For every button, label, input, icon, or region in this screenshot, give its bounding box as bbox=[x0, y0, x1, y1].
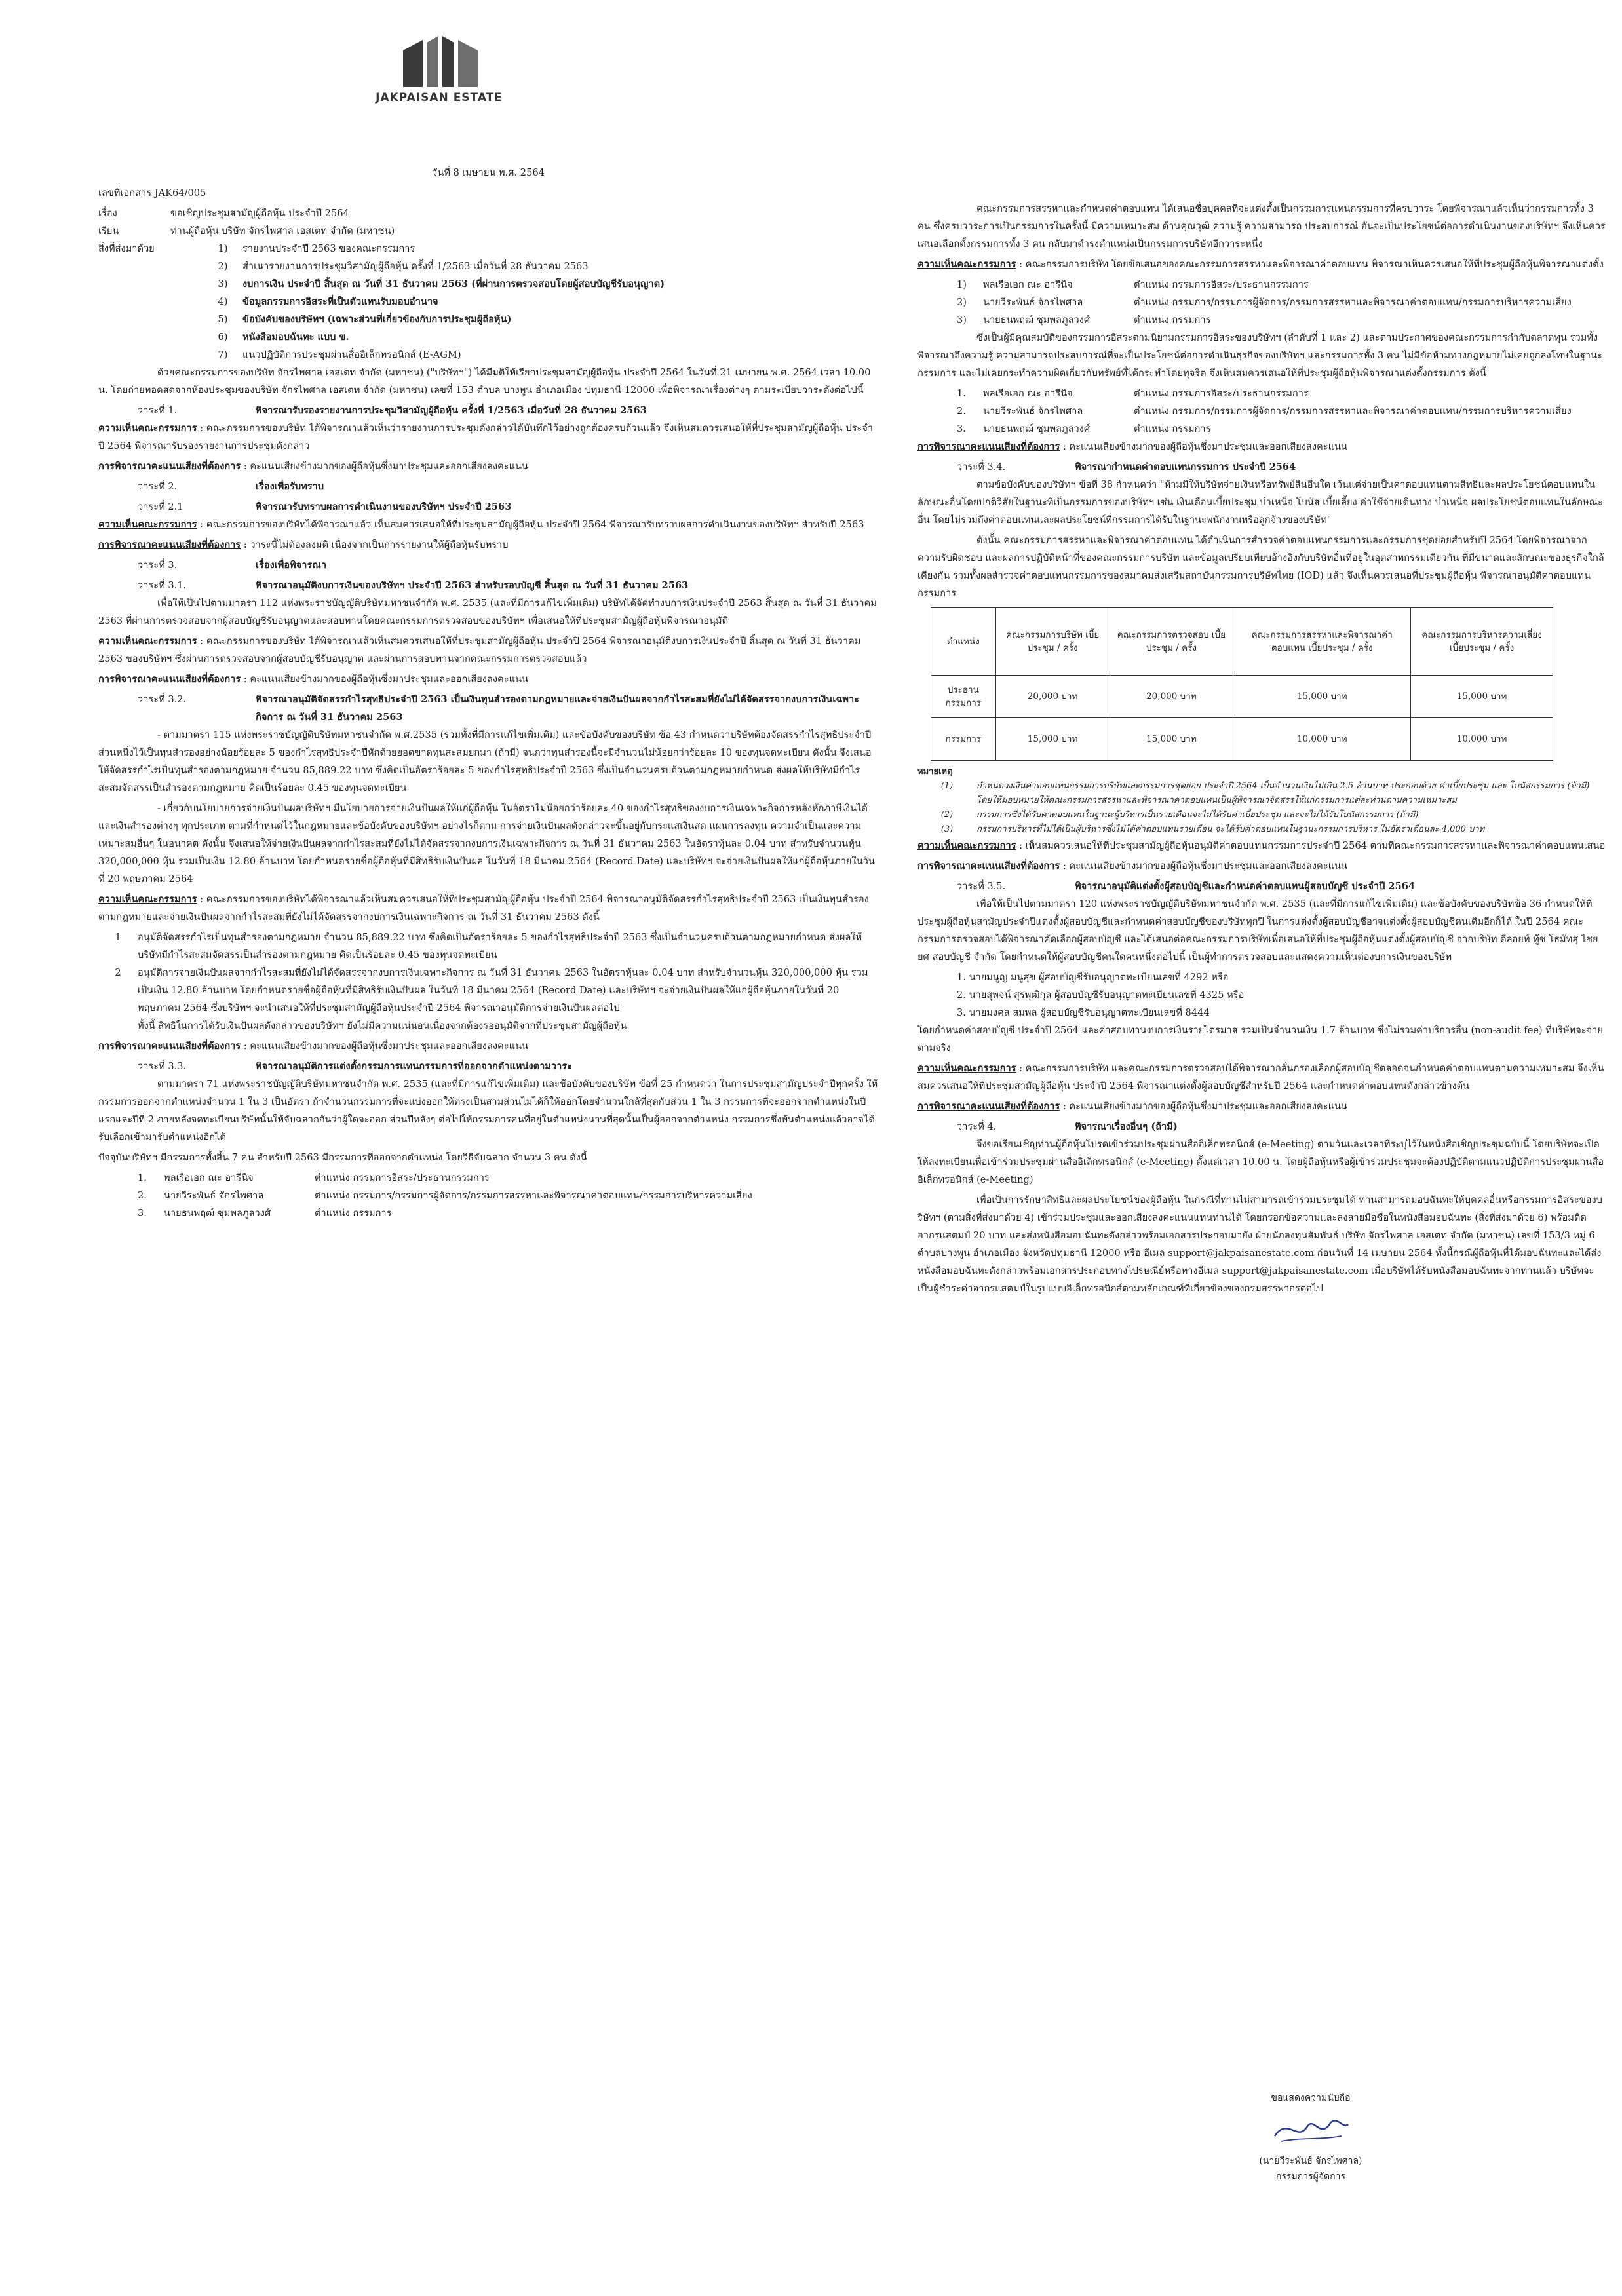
agenda-label: วาระที่ 3.1. bbox=[138, 580, 187, 591]
vote-label: การพิจารณาคะแนนเสียงที่ต้องการ bbox=[98, 674, 241, 685]
table-cell: 10,000 บาท bbox=[1233, 718, 1411, 761]
vote-text: : คะแนนเสียงข้างมากของผู้ถือหุ้นซึ่งมาประชุมและออกเสียงลงคะแนน bbox=[1062, 860, 1347, 871]
agenda-label: วาระที่ 1. bbox=[138, 405, 178, 416]
opinion-text: : คณะกรรมการของบริษัทได้พิจารณาแล้วเห็นสมควรเสนอให้ที่ประชุมสามัญผู้ถือหุ้น ประจำปี 2564 พิจารณาอนุมัติจัดสรรกำไรสุทธิประจำปี 2563 เป็นเงินทุนสำรองตามกฎหมายและจ่ายเงินปันผลจากกำไรสะสมที่ยังไม่ได้จัดสรรจากงบการเงินเฉพาะกิจการ ณ วันที่ 31 ธันวาคม 2563 ดังนี้ bbox=[98, 894, 869, 923]
agenda-2-heading bbox=[98, 478, 878, 495]
table-cell: 15,000 บาท bbox=[1411, 676, 1553, 718]
list-item: 1. พลเรือเอก ณะ อารีนิจ ตำแหน่ง กรรมการอิสระ/ประธานกรรมการ bbox=[957, 388, 1309, 399]
table-header: คณะกรรมการบริษัท เบี้ยประชุม / ครั้ง bbox=[995, 608, 1110, 676]
vote-text: : คะแนนเสียงข้างมากของผู้ถือหุ้นซึ่งมาประชุมและออกเสียงลงคะแนน bbox=[243, 461, 528, 472]
opinion-label: ความเห็นคณะกรรมการ bbox=[98, 894, 197, 905]
agenda-3-3-heading bbox=[98, 1058, 878, 1075]
to-row bbox=[98, 222, 878, 240]
enclosure-row bbox=[98, 328, 878, 346]
nomination-opinion bbox=[917, 256, 1606, 273]
list-item: 2. นายสุพจน์ สุรพุฒิกุล ผู้สอบบัญชีรับอนุญาตทะเบียนเลขที่ 4325 หรือ bbox=[957, 989, 1245, 1001]
list-item: (3) กรรมการบริหารที่ไม่ได้เป็นผู้บริหารซึ่งไม่ได้ค่าตอบแทนรายเดือน จะได้รับค่าตอบแทนในฐานะกรรมการบริหาร ในอัตราเดือนละ 4,000 บาท bbox=[940, 824, 1485, 834]
list-item: 1 อนุมัติจัดสรรกำไรเป็นทุนสำรองตามกฎหมาย จำนวน 85,889.22 บาท ซึ่งคิดเป็นอัตราร้อยละ 5 ของกำไรสุทธิประจำปี 2563 ซึ่งเป็นจำนวนครบถ้วนตามกฎหมายกำหนด ส่งผลให้บริษัทมีกำไรสะสมจัดสรรเป็นสำรองตามกฎหมาย คิดเป็นร้อยละ 0.45 ของทุนจดทะเบียน bbox=[115, 932, 862, 961]
agenda-1-vote bbox=[98, 457, 878, 475]
signatory-title: กรรมการผู้จัดการ bbox=[1276, 2172, 1345, 2182]
table-cell: 15,000 บาท bbox=[995, 718, 1110, 761]
agenda-title: พิจารณาอนุมัติจัดสรรกำไรสุทธิประจำปี 2563 เป็นเงินทุนสำรองตามกฎหมายและจ่ายเงินปันผลจากกำไรสะสมที่ยังไม่ได้จัดสรรจากงบการเงินเฉพาะกิจการ ณ วันที่ 31 ธันวาคม 2563 bbox=[256, 694, 859, 723]
list-item: 1) พลเรือเอก ณะ อารีนิจ ตำแหน่ง กรรมการอิสระ/ประธานกรรมการ bbox=[957, 279, 1309, 290]
left-column bbox=[98, 164, 878, 1222]
enclosure-row bbox=[98, 240, 878, 258]
enclosure-text: รายงานประจำปี 2563 ของคณะกรรมการ bbox=[242, 243, 415, 254]
agenda-label: วาระที่ 3.2. bbox=[138, 694, 187, 705]
list-item: (1) กำหนดวงเงินค่าตอบแทนกรรมการบริษัทและกรรมการชุดย่อย ประจำปี 2564 เป็นจำนวนเงินไม่เกิน 2.5 ล้านบาท ประกอบด้วย ค่าเบี้ยประชุม และ โบนัสกรรมการ (ถ้ามี) โดยให้มอบหมายให้คณะกรรมการสรรหาและพิจารณาค่าตอบแทนเป็นผู้พิจารณาจัดสรรให้แก่กรรมการแต่ละท่านตามความเหมาะสม bbox=[940, 781, 1590, 805]
opinion-text: : คณะกรรมการบริษัท และคณะกรรมการตรวจสอบได้พิจารณากลั่นกรองเลือกผู้สอบบัญชีตลอดจนกำหนดค่าตอบแทนตามความเหมาะสม จึงเห็นสมควรเสนอให้ที่ประชุมสามัญผู้ถือหุ้น ประจำปี 2564 พิจารณาแต่งตั้งผู้สอบบัญชีสำหรับปี 2564 และกำหนดค่าตอบแทนดังกล่าวข้างต้น bbox=[917, 1063, 1604, 1092]
agenda-label: วาระที่ 2. bbox=[138, 481, 178, 492]
agenda-3-4-heading bbox=[917, 458, 1606, 476]
enclosure-number: 5) bbox=[218, 314, 228, 325]
opinion-text: : คณะกรรมการบริษัท โดยข้อเสนอของคณะกรรมการสรรหาและพิจารณาค่าตอบแทน พิจารณาเห็นควรเสนอให้ที่ประชุมผู้ถือหุ้นพิจารณาแต่งตั้ง bbox=[1019, 259, 1604, 270]
auditor-list bbox=[957, 968, 1606, 1022]
agenda-label: วาระที่ 3.4. bbox=[957, 461, 1006, 472]
list-item: 1. นายมนูญ มนูสุข ผู้สอบบัญชีรับอนุญาตทะเบียนเลขที่ 4292 หรือ bbox=[957, 972, 1229, 983]
agenda-label: วาระที่ 4. bbox=[957, 1121, 997, 1132]
notes-label: หมายเหตุ bbox=[917, 767, 953, 776]
enclosure-row bbox=[98, 346, 878, 364]
agenda-4-heading bbox=[917, 1118, 1606, 1136]
company-logo bbox=[367, 36, 511, 104]
vote-label: การพิจารณาคะแนนเสียงที่ต้องการ bbox=[917, 860, 1060, 871]
vote-text: : คะแนนเสียงข้างมากของผู้ถือหุ้นซึ่งมาประชุมและออกเสียงลงคะแนน bbox=[243, 1041, 528, 1052]
agenda-3-5-body2: โดยกำหนดค่าสอบบัญชี ประจำปี 2564 และค่าสอบทานงบการเงินรายไตรมาส รวมเป็นจำนวนเงิน 1.7 ล้านบาท ซึ่งไม่รวมค่าบริการอื่น (non-audit fee) ที่บริษัทจะจ่ายตามจริง bbox=[917, 1025, 1603, 1054]
intro-paragraph: ด้วยคณะกรรมการของบริษัท จักรไพศาล เอสเตท จำกัด (มหาชน) ("บริษัทฯ") ได้มีมติให้เรียกประชุมสามัญผู้ถือหุ้น ประจำปี 2564 ในวันที่ 21 เมษายน พ.ศ. 2564 เวลา 10.00 น. โดยถ่ายทอดสดจากห้องประชุมของบริษัท จักรไพศาล เอสเตท จำกัด (มหาชน) เลขที่ 153 ตำบล บางพูน อำเภอเมือง ปทุมธานี 12000 เพื่อพิจารณาเรื่องต่างๆ ตามระเบียบวาระดังต่อไปนี้ bbox=[98, 367, 871, 396]
nominee-list bbox=[957, 385, 1606, 438]
agenda-3-2-opinion bbox=[98, 890, 878, 926]
enclosure-number: 4) bbox=[218, 296, 228, 307]
list-item: 3. นายมงคล สมพล ผู้สอบบัญชีรับอนุญาตทะเบียนเลขที่ 8444 bbox=[957, 1007, 1210, 1018]
agenda-3-3-body2: ปัจจุบันบริษัทฯ มีกรรมการทั้งสิ้น 7 คน สำหรับปี 2563 มีกรรมการที่ออกจากตำแหน่ง โดยวิธีจับฉลาก จำนวน 3 คน ดังนี้ bbox=[98, 1152, 587, 1163]
opinion-label: ความเห็นคณะกรรมการ bbox=[917, 1063, 1016, 1074]
table-cell: ประธานกรรมการ bbox=[931, 676, 996, 718]
agenda-2-1-heading bbox=[98, 498, 878, 516]
agenda-3-3-body: ตามมาตรา 71 แห่งพระราชบัญญัติบริษัทมหาชนจำกัด พ.ศ. 2535 (และที่มีการแก้ไขเพิ่มเติม) และข้อบังคับของบริษัท ข้อที่ 25 กำหนดว่า ในการประชุมสามัญประจำปีทุกครั้ง ให้กรรมการออกจากตำแหน่งจำนวน 1 ใน 3 เป็นอัตรา ถ้าจำนวนกรรมการที่จะแบ่งออกให้ตรงเป็นสามส่วนไม่ได้ก็ให้ออกโดยจำนวนใกล้ที่สุดกับส่วน 1 ใน 3 กรรมการที่จะออกจากตำแหน่งในปีแรกและปีที่ 2 ภายหลังจดทะเบียนบริษัทนั้นให้จับฉลากกันว่าผู้ใดจะออก ส่วนปีหลังๆ ต่อไปให้กรรมการคนที่อยู่ในตำแหน่งนานที่สุดนั้นเป็นผู้ออกจากตำแหน่ง กรรมการซึ่งพ้นตำแหน่งแล้วอาจได้รับเลือกเข้ามารับตำแหน่งอีกได้ bbox=[98, 1079, 878, 1143]
agenda-3-heading bbox=[98, 556, 878, 574]
agenda-title: พิจารณากำหนดค่าตอบแทนกรรมการ ประจำปี 2564 bbox=[1075, 461, 1296, 472]
building-logo-icon bbox=[396, 36, 482, 87]
vote-text: : วาระนี้ไม่ต้องลงมติ เนื่องจากเป็นการรายงานให้ผู้ถือหุ้นรับทราบ bbox=[243, 539, 509, 550]
agenda-1-opinion bbox=[98, 419, 878, 455]
enclosure-row bbox=[98, 293, 878, 311]
agenda-label: วาระที่ 3.5. bbox=[957, 881, 1006, 892]
list-item: 3) นายธนพฤฒ์ ชุมพลภูลวงศ์ ตำแหน่ง กรรมการ bbox=[957, 315, 1211, 326]
agenda-3-2-note: ทั้งนี้ สิทธิในการได้รับเงินปันผลดังกล่าวของบริษัทฯ ยังไม่มีความแน่นอนเนื่องจากต้องรออนุมัติจากที่ประชุมสามัญผู้ถือหุ้น bbox=[138, 1020, 627, 1031]
agenda-3-1-heading bbox=[98, 577, 878, 594]
agenda-3-1-opinion bbox=[98, 632, 878, 668]
to-label: เรียน bbox=[98, 225, 119, 237]
company-name: JAKPAISAN ESTATE bbox=[376, 91, 503, 104]
enclosure-text: งบการเงิน ประจำปี สิ้นสุด ณ วันที่ 31 ธันวาคม 2563 (ที่ผ่านการตรวจสอบโดยผู้สอบบัญชีรับอนุญาต) bbox=[242, 278, 665, 290]
vote-text: : คะแนนเสียงข้างมากของผู้ถือหุ้นซึ่งมาประชุมและออกเสียงลงคะแนน bbox=[1062, 1101, 1347, 1112]
opinion-label: ความเห็นคณะกรรมการ bbox=[98, 636, 197, 647]
vote-text: : คะแนนเสียงข้างมากของผู้ถือหุ้นซึ่งมาประชุมและออกเสียงลงคะแนน bbox=[1062, 441, 1347, 452]
table-row bbox=[931, 676, 1553, 718]
closing-paragraph: จึงขอเรียนเชิญท่านผู้ถือหุ้นโปรดเข้าร่วมประชุมผ่านสื่ออิเล็กทรอนิกส์ (e-Meeting) ตามวันและเวลาที่ระบุไว้ในหนังสือเชิญประชุมฉบับนี้ โดยบริษัทจะเปิดให้ลงทะเบียนเพื่อเข้าร่วมประชุมผ่านสื่ออิเล็กทรอนิกส์ (e-Meeting) ตั้งแต่เวลา 10.00 น. โดยผู้ถือหุ้นหรือผู้เข้าร่วมประชุมจะต้องปฏิบัติตามแนวปฏิบัติการประชุมผ่านสื่ออิเล็กทรอนิกส์ (e-Meeting) bbox=[917, 1139, 1604, 1185]
agenda-3-5-opinion bbox=[917, 1060, 1606, 1095]
enclosure-text: สำเนารายงานการประชุมวิสามัญผู้ถือหุ้น ครั้งที่ 1/2563 เมื่อวันที่ 28 ธันวาคม 2563 bbox=[242, 261, 589, 272]
vote-label: การพิจารณาคะแนนเสียงที่ต้องการ bbox=[98, 539, 241, 550]
subject-row bbox=[98, 204, 878, 222]
enclosure-text: ข้อบังคับของบริษัทฯ (เฉพาะส่วนที่เกี่ยวข้องกับการประชุมผู้ถือหุ้น) bbox=[242, 314, 512, 325]
agenda-1-heading bbox=[98, 402, 878, 419]
opinion-text: : คณะกรรมการของบริษัทได้พิจารณาแล้ว เห็นสมควรเสนอให้ที่ประชุมสามัญผู้ถือหุ้น ประจำปี 2564 พิจารณารับทราบผลการดำเนินงานของบริษัทฯ สำหรับปี 2563 bbox=[200, 519, 864, 530]
enclosure-text: หนังสือมอบฉันทะ แบบ ข. bbox=[242, 332, 349, 343]
to-text: ท่านผู้ถือหุ้น บริษัท จักรไพศาล เอสเตท จำกัด (มหาชน) bbox=[170, 225, 395, 237]
closing-paragraph: เพื่อเป็นการรักษาสิทธิและผลประโยชน์ของผู้ถือหุ้น ในกรณีที่ท่านไม่สามารถเข้าร่วมประชุมได้ ท่านสามารถมอบฉันทะให้บุคคลอื่นหรือกรรมการอิสระของบริษัทฯ (ตามสิ่งที่ส่งมาด้วย 4) เข้าร่วมประชุมและออกเสียงลงคะแนนแทนท่านได้ โดยกรอกข้อความและลงลายมือชื่อในหนังสือมอบฉันทะ (สิ่งที่ส่งมาด้วย 6) พร้อมติดอากรแสตมป์ 20 บาท และส่งหนังสือมอบฉันทะดังกล่าวพร้อมเอกสารประกอบมายัง ฝ่ายนักลงทุนสัมพันธ์ บริษัท จักรไพศาล เอสเตท จำกัด (มหาชน) เลขที่ 153/3 หมู่ 6 ตำบลบางพูน อำเภอเมือง จังหวัดปทุมธานี 12000 หรือ อีเมล support@jakpaisanestate.com ก่อนวันที่ 14 เมษายน 2564 ทั้งนี้กรณีผู้ถือหุ้นที่ได้มอบฉันทะและได้ส่งหนังสือมอบฉันทะดังกล่าวพร้อมเอกสารประกอบทางไปรษณีย์หรือทางอีเมล support@jakpaisanestate.com เมื่อบริษัทได้รับหนังสือมอบฉันทะจากท่านแล้ว บริษัทจะเป็นผู้ชำระค่าอากรแสตมป์ในรูปแบบอิเล็กทรอนิกส์ตามหลักเกณฑ์ที่เกี่ยวข้องของกรมสรรพากรต่อไป bbox=[917, 1195, 1602, 1294]
agenda-title: พิจารณารับทราบผลการดำเนินงานของบริษัทฯ ประจำปี 2563 bbox=[256, 501, 512, 512]
table-cell: 20,000 บาท bbox=[995, 676, 1110, 718]
vote-label: การพิจารณาคะแนนเสียงที่ต้องการ bbox=[917, 1101, 1060, 1112]
table-header: คณะกรรมการสรรหาและพิจารณาค่าตอบแทน เบี้ยประชุม / ครั้ง bbox=[1233, 608, 1411, 676]
table-cell: 15,000 บาท bbox=[1110, 718, 1233, 761]
vote-text: : คะแนนเสียงข้างมากของผู้ถือหุ้นซึ่งมาประชุมและออกเสียงลงคะแนน bbox=[243, 674, 528, 685]
enclosure-number: 1) bbox=[218, 243, 228, 254]
agenda-title: พิจารณาอนุมัติการแต่งตั้งกรรมการแทนกรรมการที่ออกจากตำแหน่งตามวาระ bbox=[256, 1061, 572, 1072]
opinion-label: ความเห็นคณะกรรมการ bbox=[98, 423, 197, 434]
agenda-3-4-vote bbox=[917, 857, 1606, 875]
agenda-3-2-vote bbox=[98, 1037, 878, 1055]
enclosure-text: ข้อมูลกรรมการอิสระที่เป็นตัวแทนรับมอบอำนาจ bbox=[242, 296, 438, 307]
enclosure-row bbox=[98, 275, 878, 293]
enclosure-label: สิ่งที่ส่งมาด้วย bbox=[98, 243, 155, 254]
opinion-label: ความเห็นคณะกรรมการ bbox=[98, 519, 197, 530]
agenda-3-5-vote bbox=[917, 1098, 1606, 1115]
table-cell: 10,000 บาท bbox=[1411, 718, 1553, 761]
opinion-label: ความเห็นคณะกรรมการ bbox=[917, 259, 1016, 270]
agenda-3-2-body: - เกี่ยวกับนโยบายการจ่ายเงินปันผลบริษัทฯ มีนโยบายการจ่ายเงินปันผลให้แก่ผู้ถือหุ้น ในอัตราไม่น้อยกว่าร้อยละ 40 ของกำไรสุทธิของงบการเงินเฉพาะกิจการหลังหักภาษีเงินได้และเงินสำรองต่างๆ ทุกประเภท ตามที่กำหนดไว้ในกฎหมายและข้อบังคับของบริษัทฯ อย่างไรก็ตาม การจ่ายเงินปันผลดังกล่าวจะขึ้นอยู่กับกระแสเงินสด แผนการลงทุน ความจำเป็นและความเหมาะสมอื่นๆ ในอนาคต ดังนั้น จึงเสนอให้จ่ายเงินปันผลจากกำไรสะสมที่ยังไม่ได้จัดสรรจากงบการเงินเฉพาะกิจการ ณ วันที่ 31 ธันวาคม 2563 ในอัตราหุ้นละ 0.04 บาท สำหรับจำนวนหุ้น 320,000,000 หุ้น รวมเป็นเงิน 12.80 ล้านบาท โดยกำหนดรายชื่อผู้ถือหุ้นที่มีสิทธิรับเงินปันผล ในวันที่ 18 มีนาคม 2564 (Record Date) และบริษัทฯ จะจ่ายเงินปันผลให้แก่ผู้ถือหุ้นภายในวันที่ 20 พฤษภาคม 2564 bbox=[98, 803, 875, 885]
agenda-3-5-body: เพื่อให้เป็นไปตามมาตรา 120 แห่งพระราชบัญญัติบริษัทมหาชนจำกัด พ.ศ. 2535 (และที่มีการแก้ไขเพิ่มเติม) และข้อบังคับของบริษัทข้อ 36 กำหนดให้ที่ประชุมผู้ถือหุ้นสามัญประจำปีแต่งตั้งผู้สอบบัญชีและกำหนดค่าสอบบัญชีของบริษัททุกปี ในการแต่งตั้งผู้สอบบัญชีอาจแต่งตั้งผู้สอบบัญชีคนเดิมอีกก็ได้ ในปี 2564 คณะกรรมการตรวจสอบได้พิจารณาคัดเลือกผู้สอบบัญชี และได้เสนอต่อคณะกรรมการบริษัทเพื่อเสนอให้ที่ประชุมผู้ถือหุ้นแต่งตั้งผู้สอบบัญชี จากบริษัท ดีลอยท์ ทู้ช โธมัทสุ ไชยยศ สอบบัญชี จำกัด โดยกำหนดให้ผู้สอบบัญชีคนใดคนหนึ่งต่อไปนี้ เป็นผู้ทำการตรวจสอบและแสดงความเห็นต่องบการเงินของบริษัท bbox=[917, 898, 1598, 963]
signatory-name: (นายวีระพันธ์ จักรไพศาล) bbox=[1259, 2156, 1362, 2166]
closing-salutation: ขอแสดงความนับถือ bbox=[1271, 2093, 1351, 2103]
agenda-title: พิจารณาอนุมัติงบการเงินของบริษัทฯ ประจำปี 2563 สำหรับรอบบัญชี สิ้นสุด ณ วันที่ 31 ธันวาคม 2563 bbox=[256, 580, 689, 591]
doc-number: เลขที่เอกสาร JAK64/005 bbox=[98, 187, 206, 199]
enclosure-number: 7) bbox=[218, 349, 228, 360]
nomination-vote bbox=[917, 438, 1606, 455]
signature-block bbox=[1226, 2090, 1396, 2185]
table-row bbox=[931, 718, 1553, 761]
qualification-paragraph: ซึ่งเป็นผู้มีคุณสมบัติของกรรมการอิสระตามนิยามกรรมการอิสระของบริษัทฯ (ลำดับที่ 1 และ 2) และตามประกาศของคณะกรรมการกำกับตลาดทุน รวมทั้งพิจารณาถึงความรู้ ความสามารถประสบการณ์ที่จะเป็นประโยชน์ต่อการดำเนินธุรกิจของบริษัทฯ และกรรมการทั้ง 3 คน ไม่มีข้อห้ามทางกฎหมายไม่เคยถูกลงโทษในฐานะกรรมการ และไม่เคยกระทำความผิดเกี่ยวกับทรัพย์ที่ได้กระทำโดยทุจริต จึงเห็นสมควรเสนอให้ที่ประชุมผู้ถือหุ้นพิจารณาแต่งตั้งกรรมการ ดังนี้ bbox=[917, 332, 1602, 379]
agenda-label: วาระที่ 2.1 bbox=[138, 501, 183, 512]
table-cell: 15,000 บาท bbox=[1233, 676, 1411, 718]
agenda-3-1-vote bbox=[98, 670, 878, 688]
enclosure-row bbox=[98, 258, 878, 275]
opinion-label: ความเห็นคณะกรรมการ bbox=[917, 840, 1016, 851]
agenda-3-4-body: ตามข้อบังคับของบริษัทฯ ข้อที่ 38 กำหนดว่า "ห้ามมิให้บริษัทจ่ายเงินหรือทรัพย์สินอื่นใด เว้นแต่จ่ายเป็นค่าตอบแทนตามสิทธิและผลประโยชน์ตอบแทนในลักษณะอื่นโดยปกติวิสัยในฐานะที่เป็นกรรมการของบริษัทฯ เช่น เงินเดือนเบี้ยประชุม บำเหน็จ โบนัส เบี้ยเลี้ยง ค่าใช้จ่ายเดินทาง บำเหน็จ ผลประโยชน์ตอบแทนในลักษณะอื่น โดยไม่รวมถึงค่าตอบแทนและผลประโยชน์ที่กรรมการได้รับในฐานะพนักงานหรือลูกจ้างของบริษัท" bbox=[917, 479, 1603, 526]
agenda-3-4-body2: ดังนั้น คณะกรรมการสรรหาและพิจารณาค่าตอบแทน ได้ดำเนินการสำรวจค่าตอบแทนกรรมการและกรรมการชุดย่อยสำหรับปี 2564 โดยพิจารณาจากความรับผิดชอบ และผลการปฏิบัติหน้าที่ของคณะกรรมการบริษัท และข้อมูลเปรียบเทียบอ้างอิงกับบริษัทอื่นที่อยู่ในอุตสาหกรรมเดียวกัน ที่มีขนาดและลักษณะของธุรกิจใกล้เคียงกัน รวมทั้งผลสำรวจค่าตอบแทนกรรมการของสมาคมส่งเสริมสถาบันกรรมการบริษัทไทย (IOD) แล้ว จึงเห็นควรเสนอที่ประชุมผู้ถือหุ้น พิจารณาอนุมัติค่าตอบแทนกรรมการ bbox=[917, 535, 1604, 599]
subject-label: เรื่อง bbox=[98, 208, 117, 219]
table-header: ตำแหน่ง bbox=[931, 608, 996, 676]
agenda-title: เรื่องเพื่อรับทราบ bbox=[256, 481, 324, 492]
table-header-row bbox=[931, 608, 1553, 676]
list-item: 2) นายวีระพันธ์ จักรไพศาล ตำแหน่ง กรรมการ/กรรมการผู้จัดการ/กรรมการสรรหาและพิจารณาค่าตอบแทน/กรรมการบริหารความเสี่ยง bbox=[957, 297, 1572, 308]
nomination-paragraph: คณะกรรมการสรรหาและกำหนดค่าตอบแทน ได้เสนอชื่อบุคคลที่จะแต่งตั้งเป็นกรรมการแทนกรรมการที่ครบวาระ โดยพิจารณาแล้วเห็นว่ากรรมการทั้ง 3 คน ซึ่งครบวาระการเป็นกรรมการในครั้งนี้ มีความเหมาะสม ด้านคุณวุฒิ ความรู้ ความสามารถ ประสบการณ์ อันจะเป็นประโยชน์ต่อการดำเนินงานของบริษัทฯ จึงเห็นควรเสนอเลือกตั้งกรรมการทั้ง 3 คน กลับมาดำรงตำแหน่งเป็นกรรมการบริษัทอีกวาระหนึ่ง bbox=[917, 203, 1606, 250]
list-item: 1. พลเรือเอก ณะ อารีนิจ ตำแหน่ง กรรมการอิสระ/ประธานกรรมการ bbox=[138, 1172, 490, 1183]
list-item: 3. นายธนพฤฒ์ ชุมพลภูลวงศ์ ตำแหน่ง กรรมการ bbox=[957, 423, 1211, 434]
signature-icon bbox=[1268, 2110, 1353, 2149]
letter-date: วันที่ 8 เมษายน พ.ศ. 2564 bbox=[432, 167, 545, 178]
table-header: คณะกรรมการบริหารความเสี่ยง เบี้ยประชุม / ครั้ง bbox=[1411, 608, 1553, 676]
vote-label: การพิจารณาคะแนนเสียงที่ต้องการ bbox=[917, 441, 1060, 452]
list-item: 3. นายธนพฤฒ์ ชุมพลภูลวงศ์ ตำแหน่ง กรรมการ bbox=[138, 1208, 392, 1219]
agenda-3-5-heading bbox=[917, 877, 1606, 895]
nominee-list bbox=[957, 276, 1606, 329]
agenda-label: วาระที่ 3. bbox=[138, 560, 178, 571]
enclosure-row bbox=[98, 311, 878, 328]
subject-text: ขอเชิญประชุมสามัญผู้ถือหุ้น ประจำปี 2564 bbox=[170, 208, 349, 219]
enclosure-number: 3) bbox=[218, 278, 228, 290]
enclosure-number: 2) bbox=[218, 261, 228, 272]
agenda-title: พิจารณาเรื่องอื่นๆ (ถ้ามี) bbox=[1075, 1121, 1178, 1132]
agenda-3-4-opinion bbox=[917, 837, 1606, 854]
enclosure-number: 6) bbox=[218, 332, 228, 343]
agenda-3-1-body: เพื่อให้เป็นไปตามมาตรา 112 แห่งพระราชบัญญัติบริษัทมหาชนจำกัด พ.ศ. 2535 (และที่มีการแก้ไขเพิ่มเติม) บริษัทได้จัดทำงบการเงินประจำปี 2563 สิ้นสุด ณ วันที่ 31 ธันวาคม 2563 ที่ผ่านการตรวจสอบจากผู้สอบบัญชีรับอนุญาตและสอบทานโดยคณะกรรมการตรวจสอบของบริษัทฯ เพื่อเสนอให้ที่ประชุมสามัญผู้ถือหุ้นพิจารณาอนุมัติ bbox=[98, 598, 877, 626]
agenda-2-vote bbox=[98, 536, 878, 554]
agenda-title: พิจารณารับรองรายงานการประชุมวิสามัญผู้ถือหุ้น ครั้งที่ 1/2563 เมื่อวันที่ 28 ธันวาคม 2563 bbox=[256, 405, 647, 416]
director-fee-table bbox=[931, 607, 1553, 761]
right-column bbox=[917, 200, 1606, 1300]
agenda-title: พิจารณาอนุมัติแต่งตั้งผู้สอบบัญชีและกำหนดค่าตอบแทนผู้สอบบัญชี ประจำปี 2564 bbox=[1075, 881, 1416, 892]
table-cell: กรรมการ bbox=[931, 718, 996, 761]
enclosure-text: แนวปฏิบัติการประชุมผ่านสื่ออิเล็กทรอนิกส์ (E-AGM) bbox=[242, 349, 461, 360]
table-cell: 20,000 บาท bbox=[1110, 676, 1233, 718]
director-list bbox=[138, 1169, 878, 1222]
agenda-3-2-heading bbox=[98, 691, 878, 726]
agenda-2-opinion bbox=[98, 516, 878, 533]
list-item: (2) กรรมการซึ่งได้รับค่าตอบแทนในฐานะผู้บริหารเป็นรายเดือนจะไม่ได้รับค่าเบี้ยประชุม และจะไม่ได้รับโบนัสกรรมการ (ถ้ามี) bbox=[940, 810, 1419, 820]
list-item: 2 อนุมัติการจ่ายเงินปันผลจากกำไรสะสมที่ยังไม่ได้จัดสรรจากงบการเงินเฉพาะกิจการ ณ วันที่ 31 ธันวาคม 2563 ในอัตราหุ้นละ 0.04 บาท สำหรับจำนวนหุ้น 320,000,000 หุ้น รวมเป็นเงิน 12.80 ล้านบาท โดยกำหนดรายชื่อผู้ถือหุ้นที่มีสิทธิรับเงินปันผล ในวันที่ 18 มีนาคม 2564 (Record Date) และบริษัทฯ จะจ่ายเงินปันผลให้แก่ผู้ถือหุ้นภายในวันที่ 20 พฤษภาคม 2564 ซึ่งบริษัทฯ จะนำเสนอให้ที่ประชุมสามัญผู้ถือหุ้นประจำปี 2564 พิจารณาอนุมัติการจ่ายเงินปันผลต่อไป bbox=[115, 967, 868, 1014]
agenda-3-2-body: - ตามมาตรา 115 แห่งพระราชบัญญัติบริษัทมหาชนจำกัด พ.ศ.2535 (รวมทั้งที่มีการแก้ไขเพิ่มเติม) และข้อบังคับของบริษัท ข้อ 43 กำหนดว่าบริษัทต้องจัดสรรกำไรสุทธิประจำปีส่วนหนึ่งไว้เป็นทุนสำรองอย่างน้อยร้อยละ 5 ของกำไรสุทธิประจำปีหักด้วยยอดขาดทุนสะสมยกมา (ถ้ามี) จนกว่าทุนสำรองนี้จะมีจำนวนไม่น้อยกว่าร้อยละ 10 ของทุนจดทะเบียน ดังนั้น จึงเสนอให้จัดสรรกำไรเป็นทุนสำรองตามกฎหมาย จำนวน 85,889.22 บาท ซึ่งคิดเป็นอัตราร้อยละ 5 ของกำไรสุทธิประจำปี 2563 ซึ่งเป็นจำนวนครบถ้วนตามกฎหมายกำหนด ส่งผลให้บริษัทมีกำไรสะสมจัดสรรเป็นสำรองตามกฎหมาย คิดเป็นร้อยละ 0.45 ของทุนจดทะเบียน bbox=[98, 729, 872, 794]
vote-label: การพิจารณาคะแนนเสียงที่ต้องการ bbox=[98, 1041, 241, 1052]
fee-notes bbox=[917, 765, 1606, 837]
table-header: คณะกรรมการตรวจสอบ เบี้ยประชุม / ครั้ง bbox=[1110, 608, 1233, 676]
vote-label: การพิจารณาคะแนนเสียงที่ต้องการ bbox=[98, 461, 241, 472]
agenda-title: เรื่องเพื่อพิจารณา bbox=[256, 560, 327, 571]
list-item: 2. นายวีระพันธ์ จักรไพศาล ตำแหน่ง กรรมการ/กรรมการผู้จัดการ/กรรมการสรรหาและพิจารณาค่าตอบแทน/กรรมการบริหารความเสี่ยง bbox=[957, 406, 1572, 417]
opinion-text: : เห็นสมควรเสนอให้ที่ประชุมสามัญผู้ถือหุ้นอนุมัติค่าตอบแทนกรรมการประจำปี 2564 ตามที่คณะกรรมการสรรหาและพิจารณาค่าตอบแทนเสนอ bbox=[1019, 840, 1606, 851]
list-item: 2. นายวีระพันธ์ จักรไพศาล ตำแหน่ง กรรมการ/กรรมการผู้จัดการ/กรรมการสรรหาและพิจารณาค่าตอบแทน/กรรมการบริหารความเสี่ยง bbox=[138, 1190, 752, 1201]
opinion-text: : คณะกรรมการของบริษัท ได้พิจารณาแล้วเห็นว่ารายงานการประชุมดังกล่าวได้บันทึกไว้อย่างถูกต้องครบถ้วนแล้ว จึงเห็นสมควรเสนอให้ที่ประชุมสามัญผู้ถือหุ้น ประจำปี 2564 พิจารณารับรองรายงานการประชุมดังกล่าว bbox=[98, 423, 874, 451]
agenda-label: วาระที่ 3.3. bbox=[138, 1061, 187, 1072]
opinion-text: : คณะกรรมการของบริษัท ได้พิจารณาแล้วเห็นสมควรเสนอให้ที่ประชุมสามัญผู้ถือหุ้น ประจำปี 2564 พิจารณาอนุมัติงบการเงินประจำปี สิ้นสุด ณ วันที่ 31 ธันวาคม 2563 ของบริษัทฯ ซึ่งผ่านการตรวจสอบจากผู้สอบบัญชีรับอนุญาต และผ่านการสอบทานจากคณะกรรมการตรวจสอบแล้ว bbox=[98, 636, 861, 664]
